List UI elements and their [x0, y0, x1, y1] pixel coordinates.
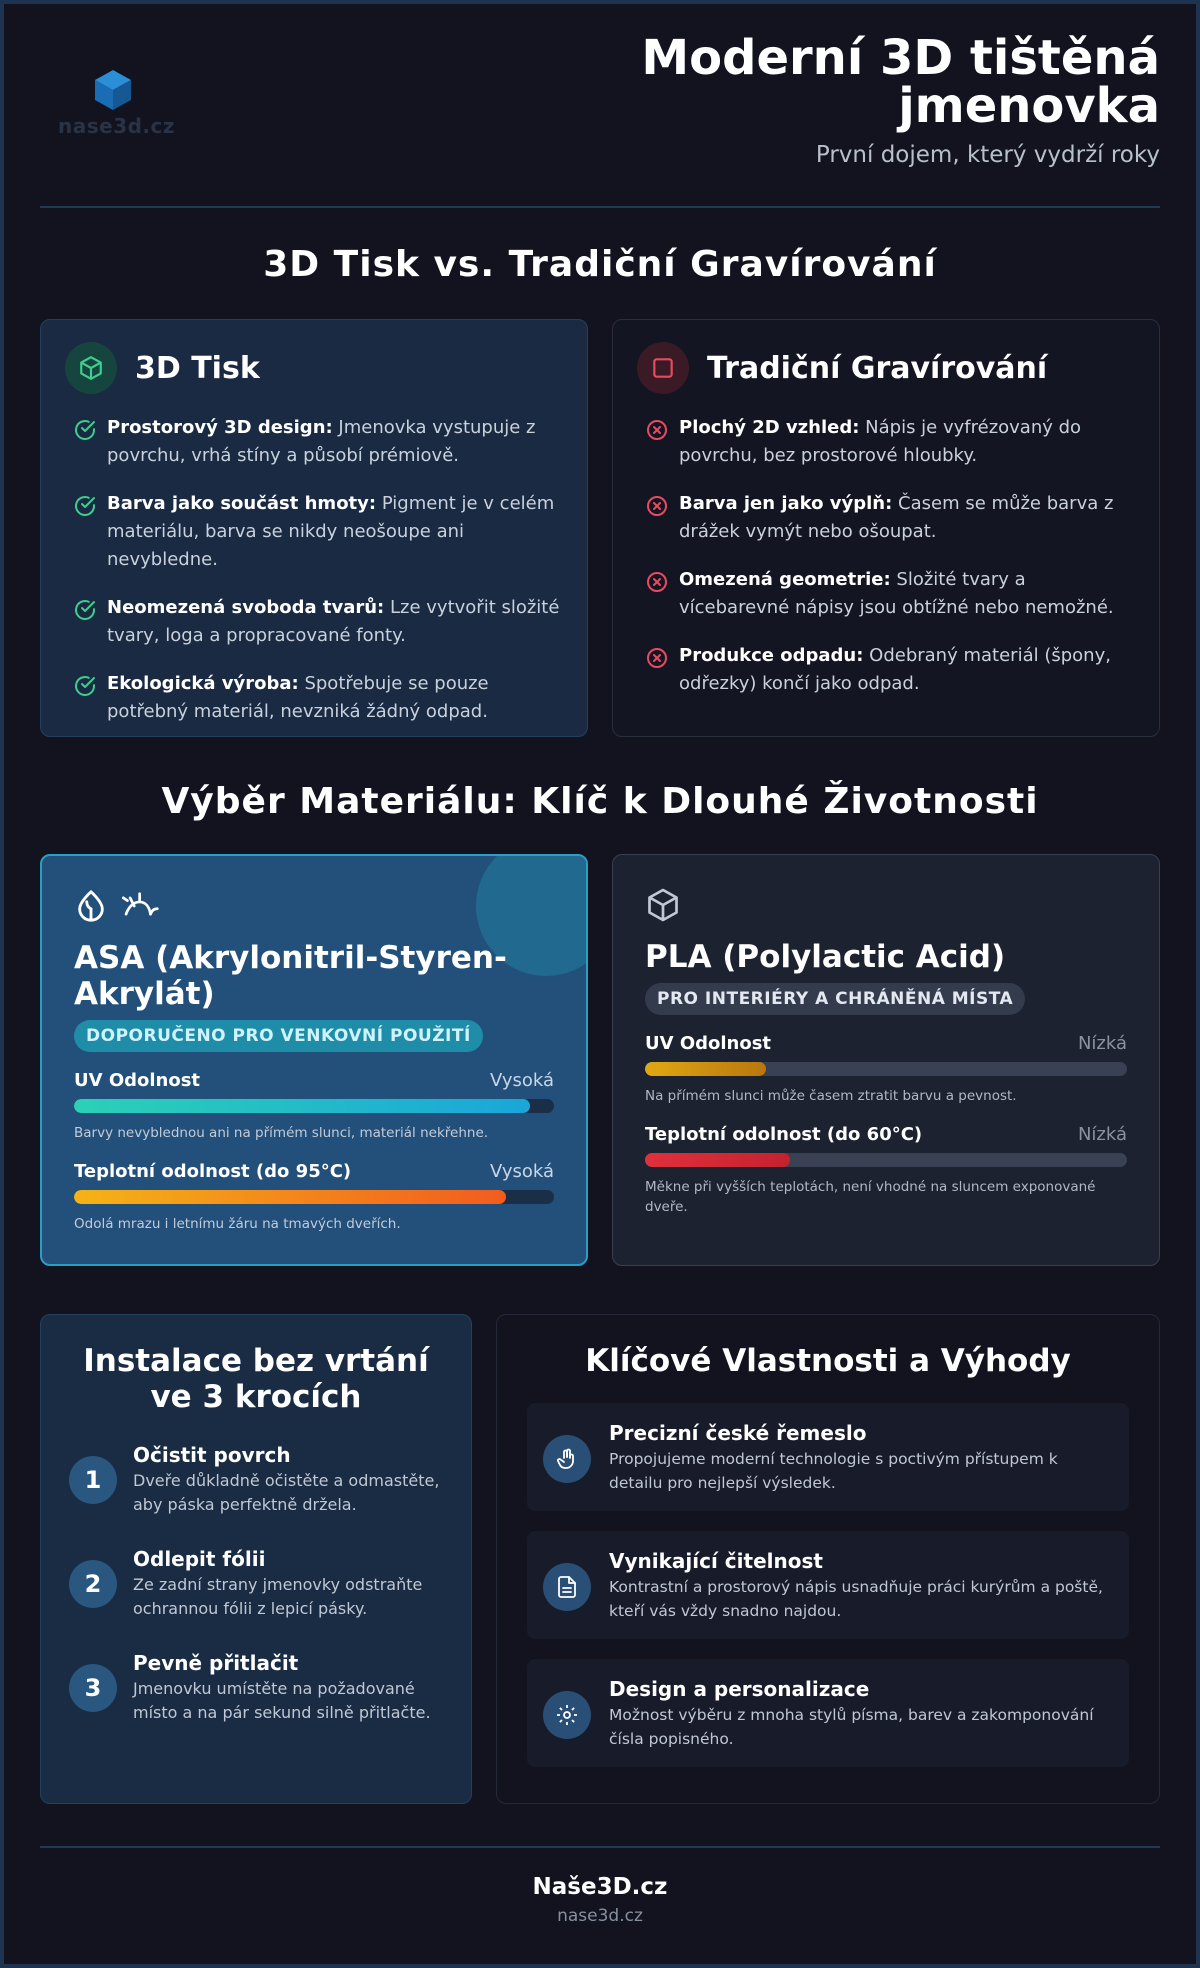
metric-note: Na přímém slunci může časem ztratit barvu a pevnost. — [645, 1088, 1017, 1104]
asa-temp-metric — [74, 1161, 554, 1234]
metric-note: Odolá mrazu i letnímu žáru na tmavých dveřích. — [74, 1216, 401, 1232]
step-desc: Ze zadní strany jmenovky odstraňte ochrannou fólii z lepicí pásky. — [133, 1575, 423, 1618]
pro-item — [65, 414, 563, 470]
pro-item — [65, 670, 563, 726]
step-desc: Jmenovku umístěte na požadované místo a na pár sekund silně přitlačte. — [133, 1679, 431, 1722]
pla-name: PLA (Polylactic Acid) — [645, 939, 1006, 975]
item-text — [107, 594, 563, 650]
item-text — [107, 490, 563, 574]
feature-item — [527, 1659, 1129, 1767]
box-icon — [645, 887, 681, 923]
item-desc: Složité tvary a vícebarevné nápisy jsou obtížné nebo nemožné. — [679, 569, 1114, 618]
asa-card — [40, 854, 588, 1266]
weather-icon — [122, 889, 160, 923]
materials-title: Výběr Materiálu: Klíč k Dlouhé Životnosti — [161, 781, 1039, 822]
engraving-card-header — [637, 342, 1135, 394]
footer-brand: Naše3D.cz — [532, 1874, 668, 1900]
step-item — [69, 1547, 443, 1621]
feature-item — [527, 1403, 1129, 1511]
item-label: Barva jen jako výplň: — [679, 493, 893, 514]
header — [40, 4, 1160, 208]
step-title: Pevně přitlačit — [133, 1651, 299, 1675]
feature-desc: Kontrastní a prostorový nápis usnadňuje práci kurýrům a poště, kteří vás vždy snadno najdou. — [609, 1578, 1103, 1620]
item-label: Barva jako součást hmoty: — [107, 493, 377, 514]
metric-note: Měkne při vyšších teplotách, není vhodné na sluncem exponované dveře. — [645, 1179, 1096, 1215]
step-item — [69, 1443, 443, 1517]
metric-level: Vysoká — [489, 1070, 554, 1091]
print-card-header — [65, 342, 563, 394]
item-label: Plochý 2D vzhled: — [679, 417, 860, 438]
metric-level: Nízká — [1077, 1033, 1127, 1054]
metric-level: Nízká — [1077, 1124, 1127, 1145]
item-label: Prostorový 3D design: — [107, 417, 333, 438]
eco-icon — [74, 889, 108, 923]
item-desc: Spotřebuje se pouze potřebný materiál, nevzniká žádný odpad. — [107, 673, 489, 722]
pla-card — [612, 854, 1160, 1266]
infographic — [4, 4, 1196, 1964]
document-icon — [543, 1563, 591, 1611]
square-icon — [637, 342, 689, 394]
metric-label: UV Odolnost — [74, 1070, 201, 1091]
engraving-list — [637, 414, 1135, 698]
cube-icon — [65, 342, 117, 394]
pro-item — [65, 490, 563, 574]
item-desc: Odebraný materiál (špony, odřezky) končí jako odpad. — [679, 645, 1111, 694]
step-number: 3 — [69, 1664, 117, 1712]
check-circle-icon — [73, 598, 97, 622]
install-card — [40, 1314, 472, 1804]
x-circle-icon — [645, 418, 669, 442]
cube-logo-icon — [91, 68, 135, 112]
features-list — [527, 1403, 1129, 1767]
hand-icon — [543, 1435, 591, 1483]
con-item — [637, 642, 1135, 698]
print-card — [40, 319, 588, 737]
item-label: Neomezená svoboda tvarů: — [107, 597, 385, 618]
feature-name: Vynikající čitelnost — [609, 1549, 823, 1573]
install-title: Instalace bez vrtání ve 3 krocích — [83, 1343, 429, 1415]
step-title: Odlepit fólii — [133, 1547, 266, 1571]
item-text — [679, 566, 1135, 622]
comparison-title: 3D Tisk vs. Tradiční Gravírování — [263, 244, 937, 285]
step-number: 1 — [69, 1456, 117, 1504]
footer — [40, 1846, 1160, 1926]
feature-desc: Propojujeme moderní technologie s poctivým přístupem k detailu pro nejlepší výsledek. — [609, 1450, 1058, 1492]
pla-icons — [645, 885, 1127, 925]
item-text — [107, 414, 563, 470]
x-circle-icon — [645, 494, 669, 518]
item-desc: Jmenovka vystupuje z povrchu, vrhá stíny a působí prémiově. — [107, 417, 536, 466]
progress-bar — [645, 1062, 1127, 1076]
materials-row — [40, 854, 1160, 1266]
x-circle-icon — [645, 570, 669, 594]
step-item — [69, 1651, 443, 1725]
logo — [58, 68, 176, 138]
step-number: 2 — [69, 1560, 117, 1608]
page-title: Moderní 3D tištěná jmenovka — [641, 30, 1160, 134]
progress-bar — [645, 1153, 1127, 1167]
page-subtitle: První dojem, který vydrží roky — [815, 142, 1160, 168]
item-desc: Nápis je vyfrézovaný do povrchu, bez prostorové hloubky. — [679, 417, 1082, 466]
feature-desc: Možnost výběru z mnoha stylů písma, barev a zakomponování čísla popisného. — [609, 1706, 1094, 1748]
features-title: Klíčové Vlastnosti a Výhody — [585, 1343, 1071, 1379]
step-desc: Dveře důkladně očistěte a odmastěte, aby páska perfektně držela. — [133, 1471, 440, 1514]
progress-fill — [645, 1062, 766, 1076]
print-list — [65, 414, 563, 726]
metric-label: Teplotní odolnost (do 60°C) — [645, 1124, 923, 1145]
comparison-row — [40, 319, 1160, 737]
features-card — [496, 1314, 1160, 1804]
item-desc: Lze vytvořit složité tvary, loga a propracované fonty. — [107, 597, 560, 646]
title-block — [600, 30, 1160, 168]
pro-item — [65, 594, 563, 650]
gear-icon — [543, 1691, 591, 1739]
asa-badge: DOPORUČENO PRO VENKOVNÍ POUŽITÍ — [74, 1020, 483, 1052]
item-desc: Pigment je v celém materiálu, barva se nikdy neošoupe ani nevybledne. — [107, 493, 555, 570]
metric-label: UV Odolnost — [645, 1033, 772, 1054]
check-circle-icon — [73, 674, 97, 698]
progress-fill — [74, 1190, 506, 1204]
progress-fill — [645, 1153, 790, 1167]
step-title: Očistit povrch — [133, 1443, 291, 1467]
con-item — [637, 414, 1135, 470]
progress-bar — [74, 1099, 554, 1113]
item-label: Omezená geometrie: — [679, 569, 891, 590]
pla-uv-metric — [645, 1033, 1127, 1106]
check-circle-icon — [73, 494, 97, 518]
con-item — [637, 566, 1135, 622]
feature-name: Design a personalizace — [609, 1677, 870, 1701]
feature-name: Precizní české řemeslo — [609, 1421, 867, 1445]
engraving-card-title: Tradiční Gravírování — [707, 350, 1048, 386]
asa-icons — [74, 886, 554, 926]
install-steps — [69, 1443, 443, 1725]
metric-note: Barvy nevyblednou ani na přímém slunci, materiál nekřehne. — [74, 1125, 489, 1141]
item-label: Produkce odpadu: — [679, 645, 864, 666]
progress-fill — [74, 1099, 530, 1113]
print-card-title: 3D Tisk — [135, 350, 260, 386]
pla-badge: PRO INTERIÉRY A CHRÁNĚNÁ MÍSTA — [645, 983, 1025, 1015]
asa-uv-metric — [74, 1070, 554, 1143]
x-circle-icon — [645, 646, 669, 670]
pla-temp-metric — [645, 1124, 1127, 1217]
engraving-card — [612, 319, 1160, 737]
item-text — [679, 490, 1135, 546]
feature-item — [527, 1531, 1129, 1639]
item-text — [679, 642, 1135, 698]
con-item — [637, 490, 1135, 546]
asa-name: ASA (Akrylonitril-Styren-Akrylát) — [74, 940, 507, 1012]
item-desc: Časem se může barva z drážek vymýt nebo ošoupat. — [679, 493, 1114, 542]
item-label: Ekologická výroba: — [107, 673, 299, 694]
check-circle-icon — [73, 418, 97, 442]
item-text — [107, 670, 563, 726]
bottom-row — [40, 1314, 1160, 1804]
logo-text: nase3d.cz — [58, 114, 176, 138]
metric-label: Teplotní odolnost (do 95°C) — [74, 1161, 352, 1182]
metric-level: Vysoká — [489, 1161, 554, 1182]
footer-url[interactable]: nase3d.cz — [557, 1906, 643, 1926]
item-text — [679, 414, 1135, 470]
progress-bar — [74, 1190, 554, 1204]
